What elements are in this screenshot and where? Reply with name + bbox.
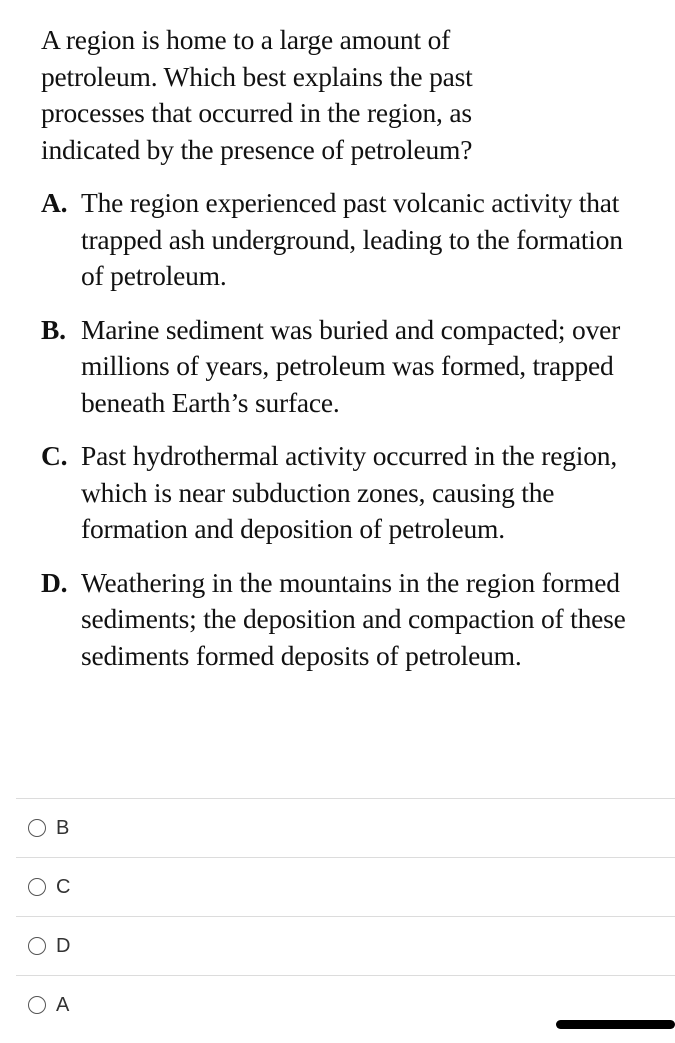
option-b — [41, 312, 651, 422]
option-text: Past hydrothermal activity occurred in the region, which is near subduction zones, causing the formation and deposition of petroleum. — [81, 440, 618, 544]
option-letter: C. — [41, 440, 68, 471]
question-stem: A region is home to a large amount of petroleum. Which best explains the past processes that occurred in the region, as indicated by the presence of petroleum? — [41, 24, 473, 165]
option-d — [41, 565, 651, 675]
home-indicator[interactable] — [556, 1020, 675, 1029]
answer-choice-label: C — [56, 875, 71, 898]
radio-button-icon[interactable] — [28, 937, 46, 955]
radio-button-icon[interactable] — [28, 878, 46, 896]
answer-choice-b[interactable] — [16, 799, 675, 858]
option-c — [41, 438, 651, 548]
option-letter: A. — [41, 187, 68, 218]
question-options — [41, 185, 651, 674]
option-text: The region experienced past volcanic activity that trapped ash underground, leading to the formation of petroleum. — [81, 187, 623, 291]
option-text: Weathering in the mountains in the region formed sediments; the deposition and compaction of these sediments formed deposits of petroleum. — [81, 566, 626, 671]
question-block — [41, 22, 651, 691]
answer-choice-d[interactable] — [16, 917, 675, 976]
radio-button-icon[interactable] — [28, 819, 46, 837]
answer-choice-c[interactable] — [16, 858, 675, 917]
answer-choice-label: B — [56, 816, 70, 839]
answer-choice-label: A — [56, 993, 70, 1016]
answer-choices — [16, 798, 675, 1034]
answer-choice-label: D — [56, 934, 71, 957]
radio-button-icon[interactable] — [28, 996, 46, 1014]
option-letter: D. — [41, 566, 68, 598]
option-a — [41, 185, 651, 295]
option-letter: B. — [41, 313, 66, 345]
option-text: Marine sediment was buried and compacted; over millions of years, petroleum was formed, trapped beneath Earth’s surface. — [81, 313, 621, 418]
